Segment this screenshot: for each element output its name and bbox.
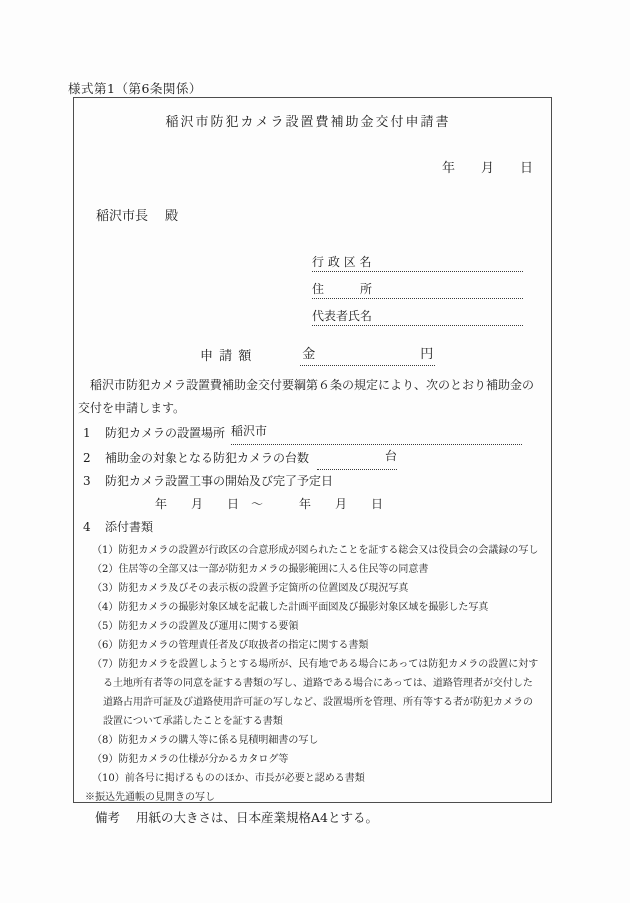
attachment-6 [92, 636, 538, 655]
attachment-8-text: 防犯カメラの購入等に係る見積明細書の写し [118, 735, 319, 746]
declaration-line-1: 稲沢市防犯カメラ設置費補助金交付要綱第６条の規定により、次のとおり補助金の [90, 378, 535, 392]
attachment-10-text: 前各号に掲げるもののほか、市長が必要と認める書類 [124, 773, 365, 784]
item-4-label: 添付書類 [105, 520, 154, 534]
item-2-label: 補助金の対象となる防犯カメラの台数 [105, 451, 310, 465]
attachment-5-number: （5） [92, 621, 119, 632]
remark-label: 備考 [95, 810, 121, 825]
attachment-6-number: （6） [92, 640, 119, 651]
item-1-label: 防犯カメラの設置場所 [105, 426, 226, 440]
attachment-4 [92, 598, 538, 617]
item-3-number: 3 [83, 474, 91, 488]
form-border-box [73, 97, 552, 803]
attachment-7-line-2: る土地所有者等の同意を証する書類の写し、道路である場合にあっては、道路管理者が交付した [103, 678, 533, 689]
construction-period-dates: 年 月 日 ～ 年 月 日 [155, 497, 384, 511]
item-installation-place [78, 420, 538, 445]
attachment-2-text: 住居等の全部又は一部が防犯カメラの撮影範囲に入る住民等の同意書 [118, 564, 429, 575]
attachment-3-number: （3） [92, 583, 119, 594]
item-3-label: 防犯カメラ設置工事の開始及び完了予定日 [105, 474, 334, 488]
addressee-line [96, 208, 538, 226]
installation-place-blank [231, 420, 522, 445]
item-attached-documents [78, 516, 538, 539]
attachment-7-text-1: 防犯カメラを設置しようとする場所が、民有地である場合にあっては防犯カメラの設置に対す [118, 659, 539, 670]
attachment-8-number: （8） [92, 735, 119, 746]
attachment-5-text: 防犯カメラの設置及び運用に関する要領 [118, 621, 299, 632]
field-district-name [312, 245, 523, 272]
camera-count-blank [317, 445, 397, 470]
item-2-number: 2 [83, 451, 91, 465]
amount-currency-suffix: 円 [420, 347, 434, 362]
field-district-name-label: 行 政 区 名 [312, 255, 372, 269]
attachment-7 [92, 655, 538, 731]
attachment-7-number: （7） [92, 659, 119, 670]
remark-line [95, 808, 378, 826]
amount-label: 申 請 額 [200, 349, 253, 364]
attachment-9-text: 防犯カメラの仕様が分かるカタログ等 [118, 754, 289, 765]
attachment-3 [92, 579, 538, 598]
attachment-1 [92, 541, 538, 560]
attachment-7-line-3: 道路占用許可証及び道路使用許可証の写しなど、設置場所を管理、所有等する者が防犯カメラの [103, 697, 533, 708]
attachment-9-number: （9） [92, 754, 119, 765]
attachment-4-text: 防犯カメラの撮影対象区域を記載した計画平面図及び撮影対象区域を撮影した写真 [118, 602, 489, 613]
field-address-label: 住 所 [312, 282, 373, 296]
attachment-list [78, 541, 538, 788]
bankbook-copy-note: ※振込先通帳の見開きの写し [85, 792, 215, 803]
attachment-2 [92, 560, 538, 579]
attachment-10-number: （10） [92, 773, 125, 784]
attachment-9 [92, 750, 538, 769]
field-representative-name [312, 299, 523, 326]
field-address [312, 272, 523, 299]
attachment-10 [92, 769, 538, 788]
form-title: 稲沢市防犯カメラ設置費補助金交付申請書 [165, 115, 451, 130]
attachment-7-line-4: 設置について承諾したことを証する書類 [103, 716, 283, 727]
attachment-8 [92, 731, 538, 750]
amount-currency-prefix: 金 [302, 347, 316, 362]
application-amount-line [78, 346, 538, 366]
amount-blank-field [300, 346, 435, 366]
installation-place-prefill: 稲沢市 [231, 424, 268, 438]
item-camera-count [78, 445, 538, 470]
remark-text: 用紙の大きさは、日本産業規格A4とする。 [136, 810, 378, 825]
attachment-5 [92, 617, 538, 636]
item-1-number: 1 [83, 426, 91, 440]
form-number: 様式第1（第6条関係） [68, 81, 202, 96]
attachment-7-line-1 [92, 655, 538, 674]
attachment-1-number: （1） [92, 545, 119, 556]
date-line: 年 月 日 [441, 161, 533, 176]
attachment-1-text: 防犯カメラの設置が行政区の合意形成が図られたことを証する総会又は役員会の会議録の写し [118, 545, 539, 556]
addressee-honorific: 殿 [165, 209, 179, 224]
attachment-2-number: （2） [92, 564, 119, 575]
addressee-name: 稲沢市長 [96, 209, 149, 224]
item-construction-period [78, 470, 538, 493]
numbered-items [78, 420, 538, 539]
field-representative-name-label: 代表者氏名 [312, 309, 373, 323]
camera-count-unit: 台 [385, 449, 398, 463]
attachment-6-text: 防犯カメラの管理責任者及び取扱者の指定に関する書類 [118, 640, 369, 651]
attachment-3-text: 防犯カメラ及びその表示板の設置予定箇所の位置図及び現況写真 [118, 583, 409, 594]
attachment-4-number: （4） [92, 602, 119, 613]
signature-block [312, 245, 523, 326]
item-4-number: 4 [83, 520, 91, 534]
declaration-paragraph [78, 374, 538, 420]
declaration-line-2: 交付を申請します。 [78, 401, 186, 415]
